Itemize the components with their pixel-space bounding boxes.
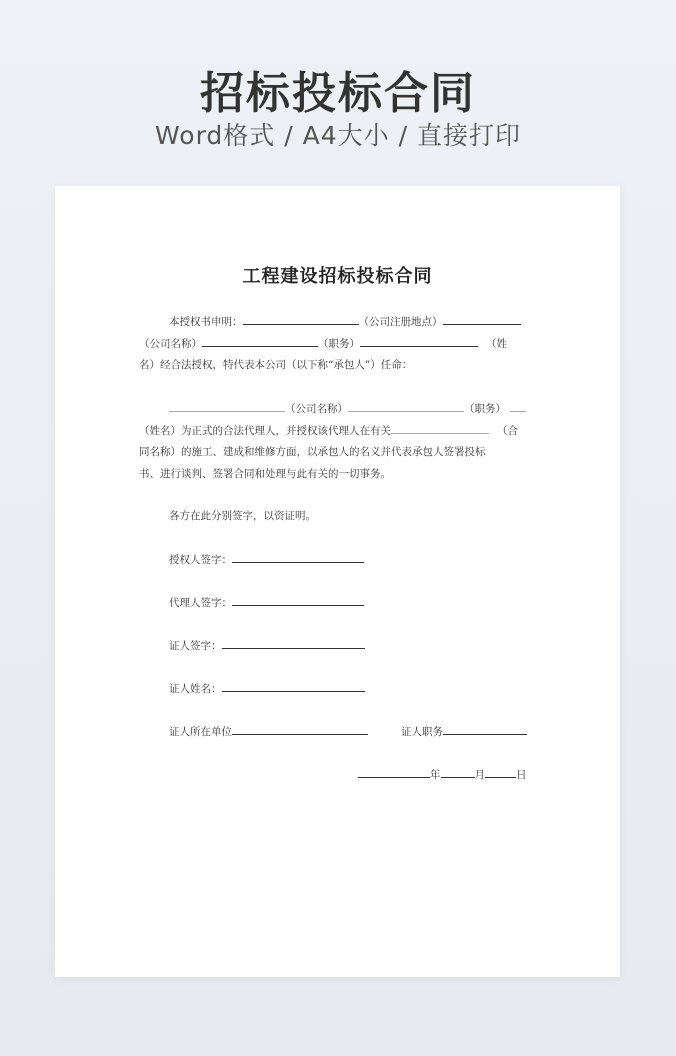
date-year-field[interactable] [358, 767, 430, 778]
agent-signature-row [169, 595, 364, 610]
p1-line3: 名）经合法授权，特代表本公司（以下称“承包人”）任命： [139, 359, 413, 371]
witness-signature-row [169, 638, 365, 653]
blank-line [391, 423, 489, 434]
banner-subtitle: Word格式 / A4大小 / 直接打印 [155, 121, 521, 150]
agent-signature-field[interactable] [232, 595, 364, 606]
witness-name-row [169, 681, 365, 696]
banner-title: 招标投标合同 [200, 68, 476, 119]
p2-line4: 书、进行谈判、签署合同和处理与此有关的一切事务。 [139, 468, 391, 480]
witness-name-field[interactable] [222, 681, 365, 692]
blank-line [243, 314, 359, 325]
p2-line2-text: （姓名）为正式的合法代理人，并授权该代理人在有关 [139, 425, 391, 437]
blank-line [348, 401, 464, 412]
p1-line2-position: （职务） [318, 338, 360, 350]
p2-line2-contract: （合 [497, 425, 518, 437]
witness-name-label: 证人姓名： [169, 683, 222, 695]
p2-line2 [139, 423, 518, 438]
p2-line3: 同名称）的施工、建成和维修方面，以承包人的名义并代表承包人签署投标 [139, 446, 486, 458]
witness-position-label: 证人职务 [401, 726, 443, 738]
p1-line2-name: （姓 [486, 338, 507, 350]
p1-line2 [139, 336, 507, 351]
document-title: 工程建设招标投标合同 [242, 266, 433, 287]
witness-position-row [401, 724, 527, 739]
authorizer-signature-field[interactable] [232, 552, 364, 563]
authorizer-signature-label: 授权人签字： [169, 554, 232, 566]
date-row [358, 767, 527, 782]
witness-statement: 各方在此分别签字，以资证明。 [169, 510, 316, 522]
p1-line2-company: （公司名称） [139, 338, 202, 350]
witness-signature-label: 证人签字： [169, 640, 222, 652]
blank-line [443, 314, 521, 325]
witness-signature-field[interactable] [222, 638, 365, 649]
p1-line1 [169, 314, 521, 329]
date-month-label: 月 [474, 769, 485, 781]
witness-unit-row [169, 724, 368, 739]
p2-line1-company: （公司名称） [285, 403, 348, 415]
blank-line [202, 336, 318, 347]
witness-unit-field[interactable] [232, 724, 368, 735]
p1-line1-place: （公司注册地点） [358, 316, 443, 328]
p2-line1 [169, 401, 526, 416]
authorizer-signature-row [169, 552, 364, 567]
date-year-label: 年 [430, 769, 441, 781]
witness-unit-label: 证人所在单位 [169, 726, 232, 738]
blank-line [360, 336, 478, 347]
document-page [55, 186, 620, 977]
date-month-field[interactable] [441, 767, 475, 778]
p1-line1-label: 本授权书申明： [169, 316, 243, 328]
witness-position-field[interactable] [443, 724, 527, 735]
agent-signature-label: 代理人签字： [169, 597, 232, 609]
blank-line [510, 401, 526, 412]
date-day-field[interactable] [485, 767, 516, 778]
p2-line1-position: （职务） [464, 403, 506, 415]
date-day-label: 日 [516, 769, 527, 781]
blank-line [169, 401, 285, 412]
